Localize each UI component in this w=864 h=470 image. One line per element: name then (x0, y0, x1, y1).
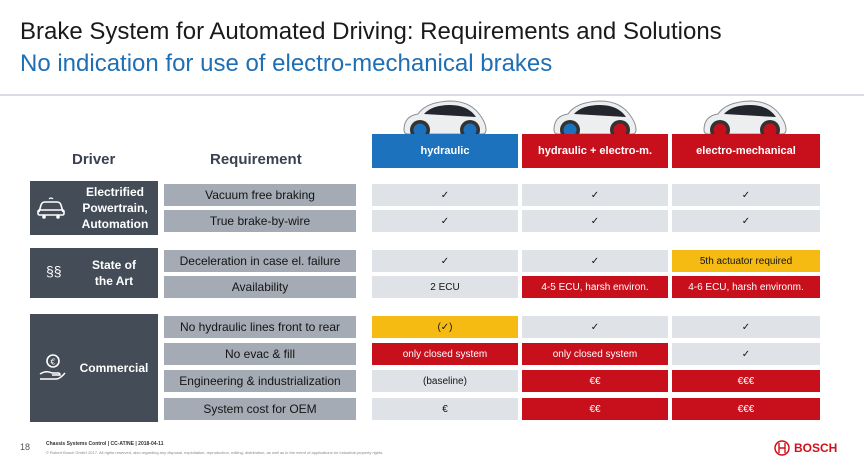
driver-label-line2: the Art (94, 274, 134, 288)
driver-group-state-of-art (30, 248, 158, 298)
column-header-hydraulic: hydraulic (372, 134, 518, 168)
solution-cell-hybrid: 4-5 ECU, harsh environ. (522, 276, 668, 298)
solution-cell-electromechanical: €€€ (672, 398, 820, 420)
solution-cell-electromechanical: 4-6 ECU, harsh environm. (672, 276, 820, 298)
driver-label-line1: Commercial (79, 361, 149, 375)
solution-cell-hybrid: ✓ (522, 184, 668, 206)
paragraph-icon: §§ (46, 263, 62, 279)
solution-cell-electromechanical: 5th actuator required (672, 250, 820, 272)
driver-group-commercial (30, 314, 158, 422)
car-icon (36, 197, 66, 219)
requirement-cell: True brake-by-wire (164, 210, 356, 232)
requirement-header: Requirement (210, 151, 302, 168)
requirement-cell: No evac & fill (164, 343, 356, 365)
requirement-cell: Vacuum free braking (164, 184, 356, 206)
solution-cell-hydraulic: only closed system (372, 343, 518, 365)
bosch-logo (774, 440, 837, 456)
driver-label-line1: Electrified (85, 185, 145, 199)
bosch-armature-icon (774, 440, 790, 456)
solution-cell-electromechanical: ✓ (672, 343, 820, 365)
requirement-cell: Availability (164, 276, 356, 298)
driver-label-line2: Powertrain, (82, 201, 148, 215)
solution-cell-hydraulic: ✓ (372, 184, 518, 206)
footer-copyright: © Robert Bosch GmbH 2017. All rights reserved, also regarding any disposal, exploitation, reproduction, editing, distribution, as well as in the event of applications for industrial property rights. (46, 450, 384, 455)
driver-label-line1: State of (91, 258, 136, 272)
solution-cell-hydraulic: € (372, 398, 518, 420)
solution-cell-electromechanical: ✓ (672, 184, 820, 206)
solution-cell-electromechanical: ✓ (672, 316, 820, 338)
requirement-cell: System cost for OEM (164, 398, 356, 420)
solution-cell-hydraulic: (baseline) (372, 370, 518, 392)
column-header-electromechanical: electro-mechanical (672, 134, 820, 168)
solution-cell-electromechanical: €€€ (672, 370, 820, 392)
money-hand-icon (38, 352, 68, 382)
svg-text:€: € (50, 357, 56, 367)
driver-group-electrified (30, 181, 158, 235)
column-header-hybrid: hydraulic + electro-m. (522, 134, 668, 168)
solution-cell-hybrid: ✓ (522, 316, 668, 338)
page-number: 18 (20, 442, 31, 452)
requirement-cell: No hydraulic lines front to rear (164, 316, 356, 338)
solution-cell-hydraulic: ✓ (372, 210, 518, 232)
driver-label-line3: Automation (81, 217, 149, 231)
requirement-cell: Deceleration in case el. failure (164, 250, 356, 272)
solution-cell-hybrid: €€ (522, 370, 668, 392)
solution-cell-hybrid: only closed system (522, 343, 668, 365)
solution-cell-hybrid: ✓ (522, 250, 668, 272)
solution-cell-electromechanical: ✓ (672, 210, 820, 232)
requirement-cell: Engineering & industrialization (164, 370, 356, 392)
solution-cell-hybrid: €€ (522, 398, 668, 420)
slide-title: Brake System for Automated Driving: Requirements and Solutions (20, 18, 722, 45)
driver-header: Driver (72, 151, 116, 168)
bosch-wordmark: BOSCH (794, 441, 838, 455)
solution-cell-hydraulic: ✓ (372, 250, 518, 272)
slide-subtitle: No indication for use of electro-mechanical brakes (20, 50, 553, 77)
solution-cell-hydraulic: (✓) (372, 316, 518, 338)
solution-cell-hydraulic: 2 ECU (372, 276, 518, 298)
solution-cell-hybrid: ✓ (522, 210, 668, 232)
footer-meta: Chassis Systems Control | CC-AT/NE | 2018-04-11 (46, 441, 164, 447)
